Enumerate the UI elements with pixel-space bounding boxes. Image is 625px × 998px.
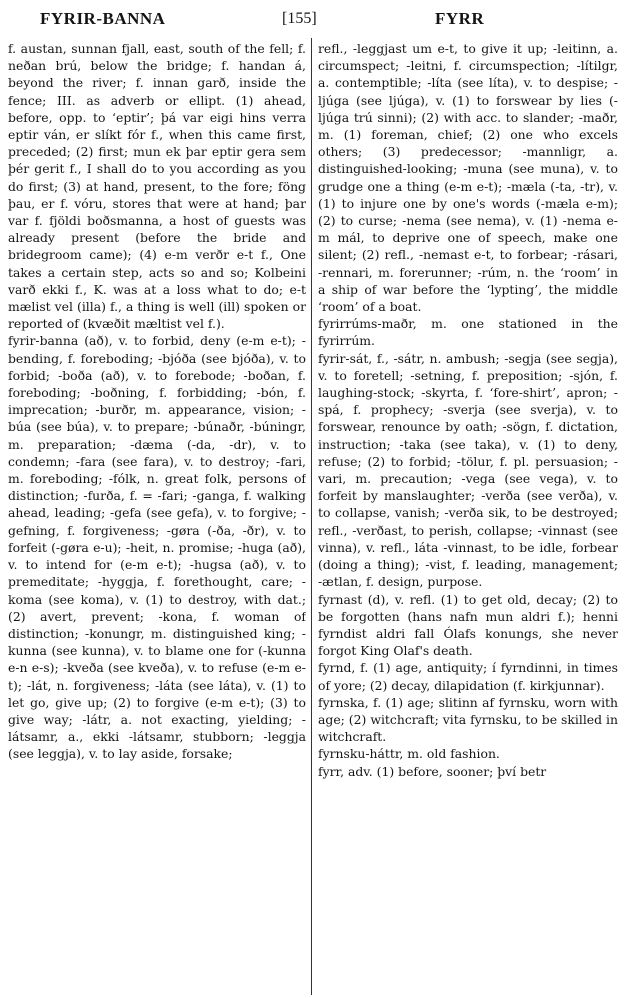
entry-paragraph: fyrnska, f. (1) age; slitinn af fyrnsku, worn with age; (2) witchcraft; vita fyrnsku, to be skilled in witchcraft. xyxy=(318,694,618,745)
entry-paragraph: fyrr, adv. (1) before, sooner; því betr xyxy=(318,763,547,779)
running-head-left: FYRIR-BANNA xyxy=(40,9,166,28)
page-number: [155] xyxy=(282,10,317,27)
right-column xyxy=(318,40,618,995)
column-divider xyxy=(311,38,312,995)
entry-paragraph: fyrnsku-háttr, m. old fashion. xyxy=(318,746,500,762)
left-column xyxy=(8,40,306,995)
running-head-right: FYRR xyxy=(435,9,485,28)
entry-paragraph: fyrnd, f. (1) age, antiquity; í fyrndinni, in times of yore; (2) decay, dilapidation (f. kirkjunnar). xyxy=(318,660,618,693)
entry-paragraph: fyrir-banna (að), v. to forbid, deny (e-m e-t); -bending, f. foreboding; -bjóða (see bjóða), v. to forbid; -boða (að), v. to forebode; -boðan, f. foreboding; -boðning, f. forbidding; -bón, f. imprecation; -burðr, m. appearance, vision; -búa (see búa), v. to prepare; -búnaðr, -búningr, m. preparation; -dæma (-da, -dr), v. to condemn; -fara (see fara), v. to destroy; -fari, m. foreboding; -fólk, n. great folk, persons of distinction; -furða, f. = -fari; -ganga, f. walking ahead, leading; -gefa (see gefa), v. to forgive; -gefning, f. forgiveness; -gøra (-ða, -ðr), v. to forfeit (-gøra e-u); -heit, n. promise; -huga (að), v. to intend for (e-m e-t); -hugsa (að), v. to premeditate; -hyggja, f. forethought, care; -koma (see koma), v. (1) to destroy, with dat.; (2) avert, prevent; -kona, f. woman of distinction; -konungr, m. distinguished king; -kunna (see kunna), v. to blame one for (-kunna e-n e-s); -kveða (see kveða), v. to refuse (e-m e-t); -lát, n. forgiveness; -láta (see láta), v. (1) to let go, give up; (2) to forgive (e-m e-t); (3) to give way; -látr, a. not exacting, yielding; -látsamr, a., ekki -látsamr, stubborn; -leggja (see leggja), v. to lay aside, forsake; xyxy=(8,333,306,762)
entry-paragraph: f. austan, sunnan fjall, east, south of the fell; f. neðan brú, below the bridge; f. handan á, beyond the river; f. innan garð, inside the fence; III. as adverb or ellipt. (1) ahead, before, opp. to ‘eptir’; þá var eigi hins verra eptir ván, er slíkt fór f., when this came first, preceded; (2) first; mun ek þar eptir gera sem þér gerit f., I shall do to you according as you do first; (3) at hand, present, to the fore; föng þau, er f. vóru, stores that were at hand; þar var f. fjöldi boðsmanna, a host of guests was already present (before the bride and bridegroom came); (4) e-m verðr e-t f., One takes a certain step, acts so and so; Kolbeini varð ekki f., K. was at a loss what to do; e-t mælist vel (illa) f., a thing is well (ill) spoken or reported of (kvæðit mæltist vel f.). xyxy=(8,41,306,332)
entry-paragraph: fyrir-sát, f., -sátr, n. ambush; -segja (see segja), v. to foretell; -setning, f. preposition; -sjón, f. laughing-stock; -skyrta, f. ‘fore-shirt’, apron; -spá, f. prophecy; -sverja (see sverja), v. to forswear, renounce by oath; -sögn, f. dictation, instruction; -taka (see taka), v. (1) to deny, refuse; (2) to forbid; -tölur, f. pl. persuasion; -vari, m. precaution; -vega (see vega), v. to forfeit by manslaughter; -verða (see verða), v. to collapse, vanish; -verða sik, to be destroyed; refl., -verðast, to perish, collapse; -vinnast (see vinna), v. refl., láta -vinnast, to be idle, forbear (doing a thing); -vist, f. leading, management; -ætlan, f. design, purpose. xyxy=(318,350,618,590)
entry-paragraph: refl., -leggjast um e-t, to give it up; -leitinn, a. circumspect; -leitni, f. circumspection; -lítilgr, a. contemptible; -líta (see líta), v. to despise; -ljúga (see ljúga), v. (1) to forswear by lies (-ljúga trú sinni); (2) with acc. to slander; -maðr, m. (1) foreman, chief; (2) one who excels others; (3) predecessor; -mannligr, a. distinguished-looking; -muna (see muna), v. to grudge one a thing (e-m e-t); -mæla (-ta, -tr), v. (1) to injure one by one's words (-mæla e-m); (2) to curse; -nema (see nema), v. (1) -nema e-m mál, to deprive one of speech, make one silent; (2) refl., -nemast e-t, to forbear; -rásari, -rennari, m. forerunner; -rúm, n. the ‘room’ in a ship of war before the ‘lypting’, the middle ‘room’ of a boat. xyxy=(318,41,618,315)
entry-paragraph: fyrnast (d), v. refl. (1) to get old, decay; (2) to be forgotten (hans nafn mun aldri f.); henni fyrndist aldri fall Ólafs konungs, she never forgot King Olaf's death. xyxy=(318,591,618,659)
entry-paragraph: fyrirrúms-maðr, m. one stationed in the fyrirrúm. xyxy=(318,316,618,349)
